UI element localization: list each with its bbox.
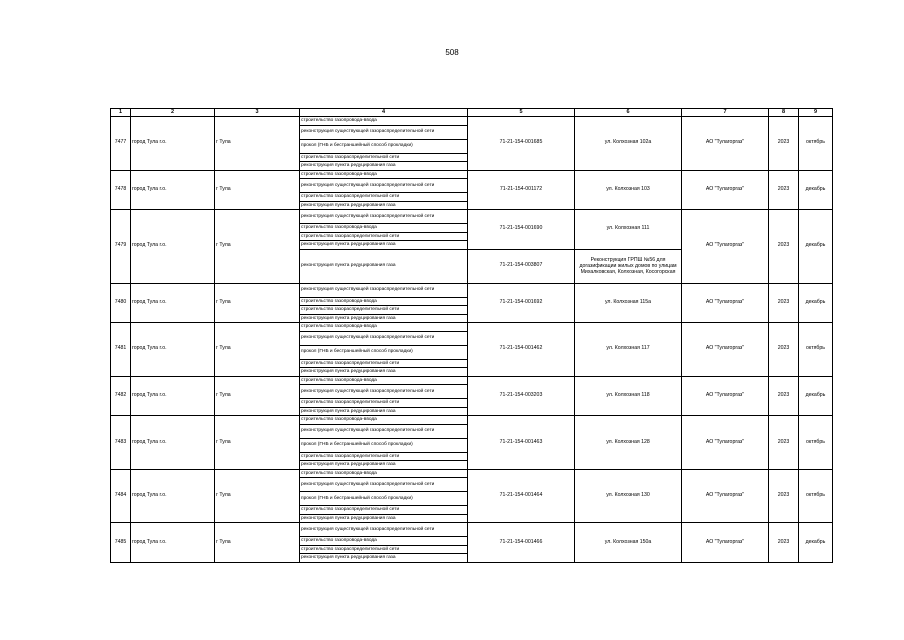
settlement-cell: г Тула	[215, 416, 300, 470]
settlement-cell: г Тула	[215, 170, 300, 210]
table-row	[111, 283, 833, 297]
work-type-cell: строительство газораспределительной сети	[300, 306, 468, 315]
work-type-cell: реконструкция существующей газораспределительной сети	[300, 478, 468, 492]
address-cell: Реконструкция ГРПШ №56 для догазификации жилых домов по улицам Михалковская, Колхозная, Косогорская	[575, 249, 682, 283]
table-row	[111, 117, 833, 126]
work-type-cell: реконструкция существующей газораспределительной сети	[300, 125, 468, 139]
cadastral-code-cell: 71-21-154-001692	[468, 283, 575, 323]
month-cell: октябрь	[799, 323, 833, 377]
gasification-table	[110, 108, 833, 563]
settlement-cell: г Тула	[215, 323, 300, 377]
column-header: 1	[111, 109, 131, 117]
row-number: 7478	[111, 170, 131, 210]
organization-cell: АО "Тулагоргаз"	[682, 283, 769, 323]
work-type-cell: строительство газораспределительной сети	[300, 153, 468, 162]
municipality-cell: город Тула г.о.	[131, 210, 215, 284]
work-type-cell: реконструкция пункта редуцирования газа	[300, 201, 468, 210]
municipality-cell: город Тула г.о.	[131, 117, 215, 171]
column-header: 8	[769, 109, 799, 117]
work-type-cell: реконструкция пункта редуцирования газа	[300, 162, 468, 171]
year-cell: 2023	[769, 416, 799, 470]
month-cell: декабрь	[799, 210, 833, 284]
settlement-cell: г Тула	[215, 117, 300, 171]
year-cell: 2023	[769, 170, 799, 210]
work-type-cell: строительство газопровода-ввода	[300, 224, 468, 233]
work-type-cell: строительство газораспределительной сети	[300, 399, 468, 408]
organization-cell: АО "Тулагоргаз"	[682, 376, 769, 416]
work-type-cell: строительство газораспределительной сети	[300, 452, 468, 461]
work-type-cell: реконструкция пункта редуцирования газа	[300, 249, 468, 283]
cadastral-code-cell: 71-21-154-001685	[468, 117, 575, 171]
work-type-cell: строительство газопровода-ввода	[300, 376, 468, 385]
column-header: 4	[300, 109, 468, 117]
work-type-cell: реконструкция существующей газораспределительной сети	[300, 179, 468, 193]
cadastral-code-cell: 71-21-154-001464	[468, 469, 575, 523]
address-cell: ул. Колхозная 103	[575, 170, 682, 210]
municipality-cell: город Тула г.о.	[131, 469, 215, 523]
address-cell: ул. Колхозная 128	[575, 416, 682, 470]
work-type-cell: реконструкция существующей газораспределительной сети	[300, 523, 468, 537]
work-type-cell: реконструкция существующей газораспределительной сети	[300, 331, 468, 345]
header-row	[111, 109, 833, 117]
year-cell: 2023	[769, 469, 799, 523]
cadastral-code-cell: 71-21-154-001172	[468, 170, 575, 210]
month-cell: декабрь	[799, 523, 833, 563]
cadastral-code-cell: 71-21-154-003203	[468, 376, 575, 416]
row-number: 7477	[111, 117, 131, 171]
year-cell: 2023	[769, 523, 799, 563]
year-cell: 2023	[769, 117, 799, 171]
year-cell: 2023	[769, 283, 799, 323]
cadastral-code-cell: 71-21-154-001690	[468, 210, 575, 250]
organization-cell: АО "Тулагоргаз"	[682, 323, 769, 377]
work-type-cell: строительство газораспределительной сети	[300, 506, 468, 515]
work-type-cell: реконструкция пункта редуцирования газа	[300, 407, 468, 416]
table-row	[111, 416, 833, 425]
month-cell: октябрь	[799, 117, 833, 171]
table-row	[111, 210, 833, 224]
settlement-cell: г Тула	[215, 376, 300, 416]
address-cell: ул. Колхозная 117	[575, 323, 682, 377]
organization-cell: АО "Тулагоргаз"	[682, 210, 769, 284]
work-type-cell: строительство газораспределительной сети	[300, 359, 468, 368]
cadastral-code-cell: 71-21-154-001462	[468, 323, 575, 377]
row-number: 7485	[111, 523, 131, 563]
work-type-cell: реконструкция пункта редуцирования газа	[300, 368, 468, 377]
organization-cell: АО "Тулагоргаз"	[682, 523, 769, 563]
address-cell: ул. Колхозная 150а	[575, 523, 682, 563]
row-number: 7481	[111, 323, 131, 377]
column-header: 9	[799, 109, 833, 117]
table-row	[111, 523, 833, 537]
work-type-cell: реконструкция пункта редуцирования газа	[300, 241, 468, 250]
month-cell: декабрь	[799, 376, 833, 416]
work-type-cell: строительство газопровода-ввода	[300, 537, 468, 546]
year-cell: 2023	[769, 210, 799, 284]
work-type-cell: строительство газопровода-ввода	[300, 469, 468, 478]
municipality-cell: город Тула г.о.	[131, 416, 215, 470]
work-type-cell: прокол (ГНБ и бестраншейный способ прокладки)	[300, 438, 468, 452]
work-type-cell: реконструкция существующей газораспределительной сети	[300, 424, 468, 438]
year-cell: 2023	[769, 323, 799, 377]
work-type-cell: строительство газопровода-ввода	[300, 117, 468, 126]
municipality-cell: город Тула г.о.	[131, 376, 215, 416]
row-number: 7480	[111, 283, 131, 323]
work-type-cell: реконструкция существующей газораспределительной сети	[300, 283, 468, 297]
municipality-cell: город Тула г.о.	[131, 283, 215, 323]
address-cell: ул. Колхозная 118	[575, 376, 682, 416]
work-type-cell: прокол (ГНБ и бестраншейный способ прокладки)	[300, 139, 468, 153]
column-header: 3	[215, 109, 300, 117]
table-row	[111, 469, 833, 478]
organization-cell: АО "Тулагоргаз"	[682, 416, 769, 470]
work-type-cell: реконструкция пункта редуцирования газа	[300, 514, 468, 523]
work-type-cell: реконструкция пункта редуцирования газа	[300, 461, 468, 470]
year-cell: 2023	[769, 376, 799, 416]
municipality-cell: город Тула г.о.	[131, 523, 215, 563]
month-cell: декабрь	[799, 283, 833, 323]
work-type-cell: реконструкция существующей газораспределительной сети	[300, 385, 468, 399]
table-row	[111, 323, 833, 332]
row-number: 7479	[111, 210, 131, 284]
address-cell: ул. Колхозная 111	[575, 210, 682, 250]
work-type-cell: строительство газопровода-ввода	[300, 170, 468, 179]
work-type-cell: строительство газопровода-ввода	[300, 416, 468, 425]
settlement-cell: г Тула	[215, 283, 300, 323]
work-type-cell: прокол (ГНБ и бестраншейный способ прокладки)	[300, 345, 468, 359]
work-type-cell: строительство газораспределительной сети	[300, 232, 468, 241]
settlement-cell: г Тула	[215, 210, 300, 284]
work-type-cell: строительство газопровода-ввода	[300, 297, 468, 306]
row-number: 7484	[111, 469, 131, 523]
row-number: 7483	[111, 416, 131, 470]
organization-cell: АО "Тулагоргаз"	[682, 469, 769, 523]
row-number: 7482	[111, 376, 131, 416]
column-header: 2	[131, 109, 215, 117]
work-type-cell: строительство газораспределительной сети	[300, 193, 468, 202]
page-number: 508	[445, 48, 459, 57]
address-cell: ул. Колхозная 102а	[575, 117, 682, 171]
month-cell: декабрь	[799, 170, 833, 210]
work-type-cell: реконструкция пункта редуцирования газа	[300, 554, 468, 563]
address-cell: ул. Колхозная 130	[575, 469, 682, 523]
settlement-cell: г Тула	[215, 523, 300, 563]
address-cell: ул. Колхозная 115а	[575, 283, 682, 323]
cadastral-code-cell: 71-21-154-001466	[468, 523, 575, 563]
month-cell: октябрь	[799, 469, 833, 523]
cadastral-code-cell: 71-21-154-003807	[468, 249, 575, 283]
work-type-cell: прокол (ГНБ и бестраншейный способ прокладки)	[300, 492, 468, 506]
work-type-cell: строительство газопровода-ввода	[300, 323, 468, 332]
municipality-cell: город Тула г.о.	[131, 323, 215, 377]
municipality-cell: город Тула г.о.	[131, 170, 215, 210]
table-row	[111, 170, 833, 179]
month-cell: октябрь	[799, 416, 833, 470]
cadastral-code-cell: 71-21-154-001463	[468, 416, 575, 470]
organization-cell: АО "Тулагоргаз"	[682, 170, 769, 210]
work-type-cell: реконструкция пункта редуцирования газа	[300, 314, 468, 323]
table-row	[111, 376, 833, 385]
column-header: 7	[682, 109, 769, 117]
column-header: 5	[468, 109, 575, 117]
organization-cell: АО "Тулагоргаз"	[682, 117, 769, 171]
settlement-cell: г Тула	[215, 469, 300, 523]
work-type-cell: строительство газораспределительной сети	[300, 545, 468, 554]
work-type-cell: реконструкция существующей газораспределительной сети	[300, 210, 468, 224]
column-header: 6	[575, 109, 682, 117]
